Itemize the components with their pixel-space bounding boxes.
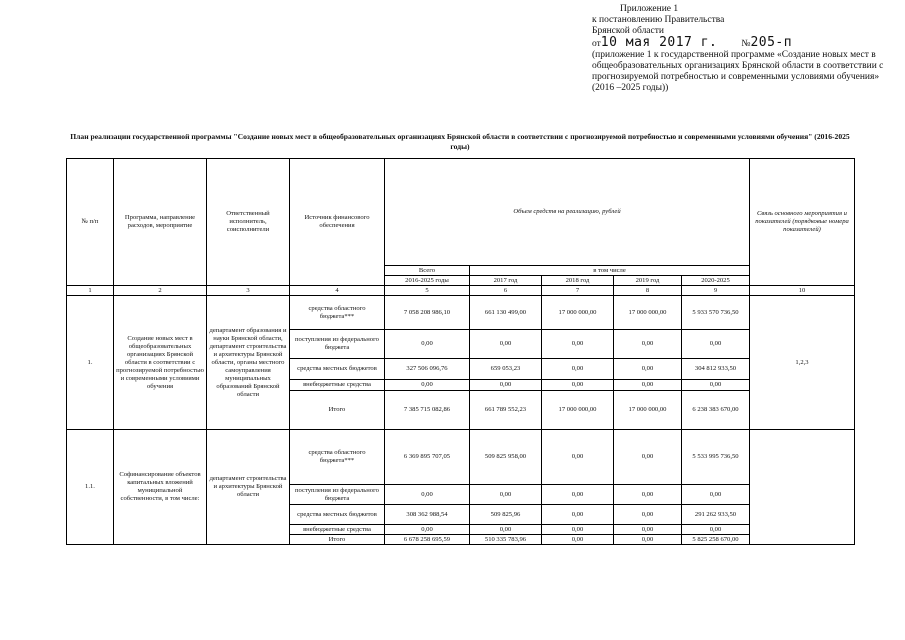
row-link: 1,2,3 <box>750 296 855 430</box>
row-2019: 0,00 <box>614 535 682 545</box>
row-2020: 6 238 383 670,00 <box>682 391 750 430</box>
col-number: 6 <box>470 286 542 296</box>
header-2017: 2017 год <box>470 276 542 286</box>
row-2017: 0,00 <box>470 380 542 391</box>
row-2020: 5 933 570 736,50 <box>682 296 750 330</box>
header-total-period: 2016-2025 годы <box>385 276 470 286</box>
appendix-decree-line: к постановлению Правительства <box>592 15 725 25</box>
header-2019: 2019 год <box>614 276 682 286</box>
col-number: 3 <box>207 286 290 296</box>
row-2017: 659 053,23 <box>470 359 542 380</box>
row-2017: 0,00 <box>470 525 542 535</box>
row-2020: 5 533 995 736,50 <box>682 430 750 485</box>
row-2019: 0,00 <box>614 380 682 391</box>
appendix-region-line: Брянской области <box>592 26 664 36</box>
row-2019: 17 000 000,00 <box>614 391 682 430</box>
row-2018: 17 000 000,00 <box>542 391 614 430</box>
column-numbers-row <box>67 286 855 296</box>
col-number: 8 <box>614 286 682 296</box>
plan-title: План реализации государственной программы "Создание новых мест в общеобразовательных организациях Брянской области в соответствии с прогнозируемой потребностью и современными условиями обучения" (2016-2025 годы) <box>70 132 850 151</box>
appendix-header <box>592 4 892 94</box>
row-2019: 0,00 <box>614 430 682 485</box>
row-2018: 0,00 <box>542 535 614 545</box>
header-link: Связь основного мероприятия и показателей (порядковые номера показателей) <box>750 159 855 286</box>
appendix-note: (приложение 1 к государственной программе «Создание новых мест в общеобразовательных организациях Брянской области в соответствии с прогнозируемой потребностью и современными условиями обучения» (2016 –2025 годы)) <box>592 50 884 93</box>
row-2017: 661 789 552,23 <box>470 391 542 430</box>
row-source: внебюджетные средства <box>290 525 385 535</box>
row-total: 0,00 <box>385 380 470 391</box>
col-number: 5 <box>385 286 470 296</box>
header-program: Программа, направление расходов, мероприятие <box>114 159 207 286</box>
row-2017: 509 825,96 <box>470 505 542 525</box>
appendix-title: Приложение 1 <box>620 4 679 14</box>
row-2019: 0,00 <box>614 485 682 505</box>
row-2019: 0,00 <box>614 525 682 535</box>
row-num: 1. <box>67 296 114 430</box>
row-2019: 0,00 <box>614 359 682 380</box>
row-2020: 0,00 <box>682 330 750 359</box>
row-total: 0,00 <box>385 485 470 505</box>
row-source: средства местных бюджетов <box>290 505 385 525</box>
row-2020: 0,00 <box>682 485 750 505</box>
row-total: 7 058 208 986,10 <box>385 296 470 330</box>
row-program: Софинансирование объектов капитальных вложений муниципальной собственности, в том числе: <box>114 430 207 545</box>
row-num: 1.1. <box>67 430 114 545</box>
row-2018: 0,00 <box>542 525 614 535</box>
row-source: средства областного бюджета*** <box>290 430 385 485</box>
plan-table <box>66 158 855 545</box>
row-source: внебюджетные средства <box>290 380 385 391</box>
row-2018: 0,00 <box>542 505 614 525</box>
row-2020: 0,00 <box>682 380 750 391</box>
row-2018: 0,00 <box>542 430 614 485</box>
header-row <box>67 159 855 266</box>
col-number: 2 <box>114 286 207 296</box>
header-source: Источник финансового обеспечения <box>290 159 385 286</box>
row-2020: 291 262 933,50 <box>682 505 750 525</box>
row-2018: 0,00 <box>542 359 614 380</box>
row-total: 327 506 096,76 <box>385 359 470 380</box>
row-total: 7 385 715 082,86 <box>385 391 470 430</box>
row-2019: 17 000 000,00 <box>614 296 682 330</box>
row-2020: 5 825 258 670,00 <box>682 535 750 545</box>
row-source: средства местных бюджетов <box>290 359 385 380</box>
header-num: № п/п <box>67 159 114 286</box>
row-executor: департамент образования и науки Брянской области, департамент строительства и архитектуры Брянской области, органы местного самоуправления муниципальных образований Брянской области <box>207 296 290 430</box>
header-executor: Ответственный исполнитель, соисполнители <box>207 159 290 286</box>
row-total: 0,00 <box>385 330 470 359</box>
row-total: 0,00 <box>385 525 470 535</box>
number-label: № <box>741 39 751 49</box>
row-2020: 0,00 <box>682 525 750 535</box>
row-source: Итого <box>290 391 385 430</box>
row-total: 6 369 895 707,05 <box>385 430 470 485</box>
row-total: 308 362 988,54 <box>385 505 470 525</box>
row-2018: 0,00 <box>542 330 614 359</box>
decree-date: 10 мая 2017 г. <box>600 35 718 50</box>
row-2020: 304 812 933,50 <box>682 359 750 380</box>
row-2018: 17 000 000,00 <box>542 296 614 330</box>
decree-number: 205-п <box>750 35 793 50</box>
row-source: поступления из федерального бюджета <box>290 485 385 505</box>
col-number: 10 <box>750 286 855 296</box>
row-source: средства областного бюджета*** <box>290 296 385 330</box>
row-total: 6 678 258 695,59 <box>385 535 470 545</box>
table-row <box>67 430 855 485</box>
row-executor: департамент строительства и архитектуры Брянской области <box>207 430 290 545</box>
header-volume: Объем средств на реализацию, рублей <box>385 159 750 266</box>
row-2019: 0,00 <box>614 505 682 525</box>
row-2017: 0,00 <box>470 330 542 359</box>
header-including: в том числе <box>470 266 750 276</box>
row-source: поступления из федерального бюджета <box>290 330 385 359</box>
col-number: 7 <box>542 286 614 296</box>
col-number: 9 <box>682 286 750 296</box>
row-2017: 661 130 499,00 <box>470 296 542 330</box>
row-link <box>750 430 855 545</box>
row-2017: 509 825 958,00 <box>470 430 542 485</box>
row-2019: 0,00 <box>614 330 682 359</box>
decree-date-row <box>592 37 892 50</box>
row-program: Создание новых мест в общеобразовательных организациях Брянской области в соответствии с прогнозируемой потребностью и современными условиями обучения <box>114 296 207 430</box>
row-2018: 0,00 <box>542 485 614 505</box>
row-2017: 510 335 783,96 <box>470 535 542 545</box>
table-row <box>67 296 855 330</box>
header-total: Всего <box>385 266 470 276</box>
col-number: 4 <box>290 286 385 296</box>
row-source: Итого <box>290 535 385 545</box>
row-2018: 0,00 <box>542 380 614 391</box>
row-2017: 0,00 <box>470 485 542 505</box>
header-2020: 2020-2025 <box>682 276 750 286</box>
header-2018: 2018 год <box>542 276 614 286</box>
from-label: от <box>592 39 601 49</box>
col-number: 1 <box>67 286 114 296</box>
